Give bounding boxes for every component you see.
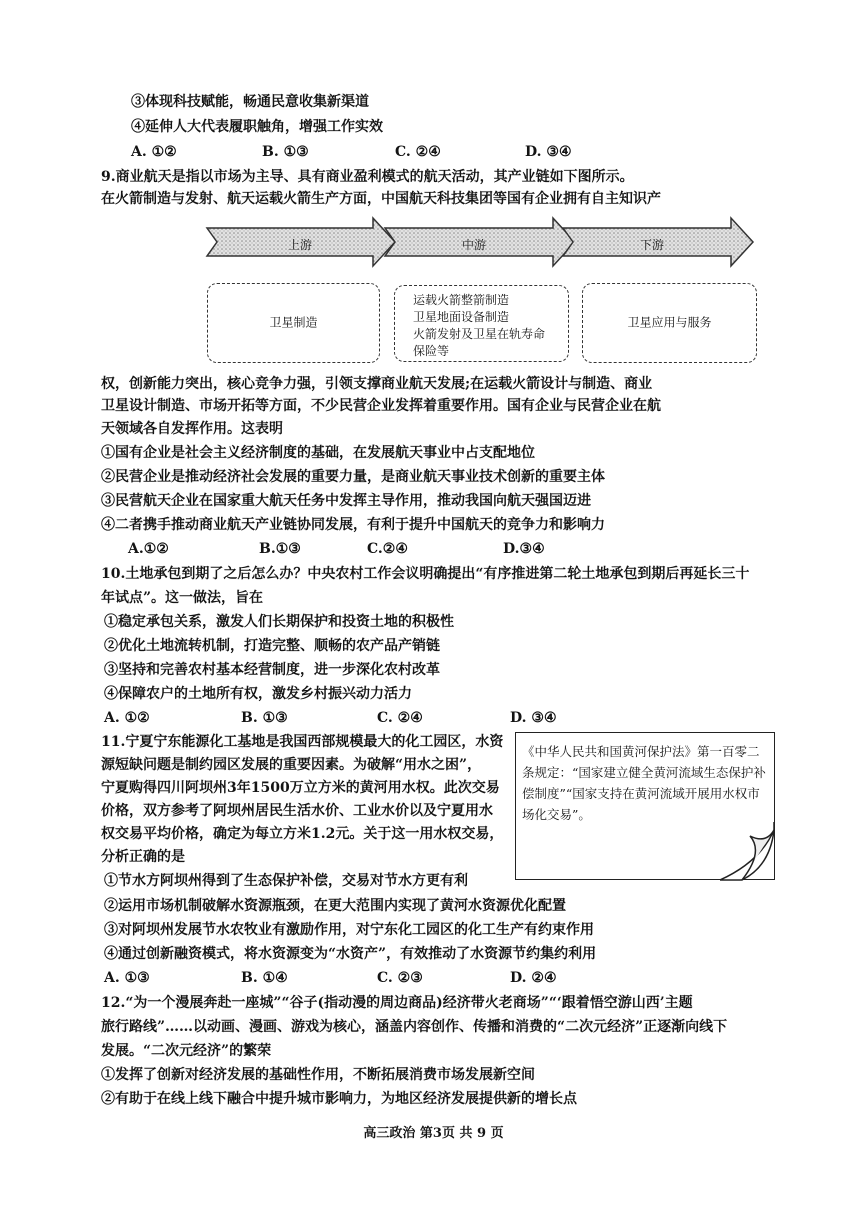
choice-b: B. ①③ bbox=[262, 144, 309, 160]
choice-d: D. ②④ bbox=[510, 970, 557, 986]
downstream-box-text: 卫星应用与服务 bbox=[627, 315, 712, 330]
q9-line2: 在火箭制造与发射、航天运载火箭生产方面，中国航天科技集团等国有企业拥有自主知识产 bbox=[101, 191, 661, 207]
q12-line3: 发展。“二次元经济”的繁荣 bbox=[101, 1043, 272, 1059]
q12-line1: 12.“为一个漫展奔赴一座城”“谷子(指动漫的周边商品)经济带火老商场”“‘跟着悟空游山西’主题 bbox=[101, 995, 693, 1011]
stage-upstream: 上游 bbox=[288, 238, 313, 252]
option-3: ③体现科技赋能，畅通民意收集新渠道 bbox=[131, 94, 369, 110]
choice-d: D. ③④ bbox=[525, 144, 572, 160]
midstream-item: 运载火箭整箭制造 bbox=[413, 293, 510, 307]
q11-line5: 权交易平均价格，确定为每立方米1.2元。关于这一用水权交易， bbox=[101, 826, 504, 842]
option-4: ④延伸人大代表履职触角，增强工作实效 bbox=[131, 119, 383, 135]
q12-statement-1: ①发挥了创新对经济发展的基础性作用，不断拓展消费市场发展新空间 bbox=[101, 1067, 535, 1083]
q9-line1: 9.商业航天是指以市场为主导、具有商业盈利模式的航天活动，其产业链如下图所示。 bbox=[101, 169, 634, 185]
downstream-box bbox=[582, 283, 757, 363]
upstream-box-text: 卫星制造 bbox=[269, 315, 318, 330]
q9-statement-3: ③民营航天企业在国家重大航天任务中发挥主导作用，推动我国向航天强国迈进 bbox=[101, 493, 591, 509]
q9-line5: 天领域各自发挥作用。这表明 bbox=[101, 421, 283, 437]
page-curl-icon bbox=[720, 822, 776, 882]
q11-line4: 价格，双方参考了阿坝州居民生活水价、工业水价以及宁夏用水 bbox=[101, 803, 493, 819]
midstream-item: 保险等 bbox=[413, 344, 450, 358]
q11-statement-4: ④通过创新融资模式，将水资源变为“水资产”，有效推动了水资源节约集约利用 bbox=[104, 946, 597, 962]
choice-b: B.①③ bbox=[259, 541, 301, 557]
choice-c: C. ②③ bbox=[377, 970, 423, 986]
q9-statement-1: ①国有企业是社会主义经济制度的基础，在发展航天事业中占支配地位 bbox=[101, 445, 535, 461]
page-footer: 高三政治 第3页 共 9 页 bbox=[363, 1126, 504, 1141]
q9-statement-4: ④二者携手推动商业航天产业链协同发展，有利于提升中国航天的竞争力和影响力 bbox=[101, 517, 605, 533]
q9-statement-2: ②民营企业是推动经济社会发展的重要力量，是商业航天事业技术创新的重要主体 bbox=[101, 469, 605, 485]
q9-line3: 权，创新能力突出，核心竞争力强，引领支撑商业航天发展;在运载火箭设计与制造、商业 bbox=[101, 376, 653, 392]
q9-choices bbox=[128, 539, 568, 559]
choice-c: C. ②④ bbox=[377, 710, 423, 726]
choice-d: D.③④ bbox=[503, 541, 545, 557]
choice-b: B. ①③ bbox=[241, 710, 288, 726]
q10-statement-4: ④保障农户的土地所有权，激发乡村振兴动力活力 bbox=[104, 686, 412, 702]
stage-downstream: 下游 bbox=[640, 238, 665, 252]
choice-a: A. ①② bbox=[104, 710, 150, 726]
q11-line2: 源短缺问题是制约园区发展的重要因素。为破解“用水之困”， bbox=[101, 757, 482, 773]
q12-statement-2: ②有助于在线上线下融合中提升城市影响力，为地区经济发展提供新的增长点 bbox=[101, 1091, 577, 1107]
q10-line1: 10.土地承包到期了之后怎么办？中央农村工作会议明确提出“有序推进第二轮土地承包到期后再延长三十 bbox=[101, 566, 750, 582]
q10-line2: 年试点”。这一做法，旨在 bbox=[101, 590, 264, 606]
law-note-text: 《中华人民共和国黄河保护法》第一百零二条规定：“国家建立健全黄河流域生态保护补偿制度”“国家支持在黄河流域开展用水权市场化交易”。 bbox=[522, 744, 766, 822]
choice-d: D. ③④ bbox=[510, 710, 557, 726]
q9-line4: 卫星设计制造、市场开拓等方面，不少民营企业发挥着重要作用。国有企业与民营企业在航 bbox=[101, 398, 661, 414]
midstream-item: 火箭发射及卫星在轨寿命 bbox=[413, 327, 546, 341]
choice-row bbox=[131, 142, 631, 162]
choice-a: A. ①② bbox=[131, 144, 177, 160]
choice-a: A.①② bbox=[128, 541, 169, 557]
choice-c: C. ②④ bbox=[395, 144, 441, 160]
choice-b: B. ①④ bbox=[241, 970, 288, 986]
q10-statement-1: ①稳定承包关系，激发人们长期保护和投资土地的积极性 bbox=[104, 614, 454, 630]
q11-statement-2: ②运用市场机制破解水资源瓶颈，在更大范围内实现了黄河水资源优化配置 bbox=[104, 898, 566, 914]
q10-choices bbox=[104, 708, 604, 728]
midstream-box bbox=[394, 285, 569, 362]
q10-statement-3: ③坚持和完善农村基本经营制度，进一步深化农村改革 bbox=[104, 662, 440, 678]
q12-line2: 旅行路线”……以动画、漫画、游戏为核心，涵盖内容创作、传播和消费的“二次元经济”正逐渐向线下 bbox=[101, 1019, 728, 1035]
midstream-item: 卫星地面设备制造 bbox=[413, 310, 510, 324]
upstream-box bbox=[207, 283, 380, 363]
stage-midstream: 中游 bbox=[462, 238, 487, 252]
q11-line1: 11.宁夏宁东能源化工基地是我国西部规模最大的化工园区，水资 bbox=[101, 734, 504, 750]
choice-c: C.②④ bbox=[367, 541, 408, 557]
q11-choices bbox=[104, 968, 604, 988]
q10-statement-2: ②优化土地流转机制，打造完整、顺畅的农产品产销链 bbox=[104, 638, 440, 654]
q11-line6: 分析正确的是 bbox=[101, 849, 185, 865]
q11-statement-3: ③对阿坝州发展节水农牧业有激励作用，对宁东化工园区的化工生产有约束作用 bbox=[104, 922, 594, 938]
q11-statement-1: ①节水方阿坝州得到了生态保护补偿，交易对节水方更有利 bbox=[104, 873, 468, 889]
q11-line3: 宁夏购得四川阿坝州3年1500万立方米的黄河用水权。此次交易 bbox=[101, 780, 500, 796]
choice-a: A. ①③ bbox=[104, 970, 150, 986]
